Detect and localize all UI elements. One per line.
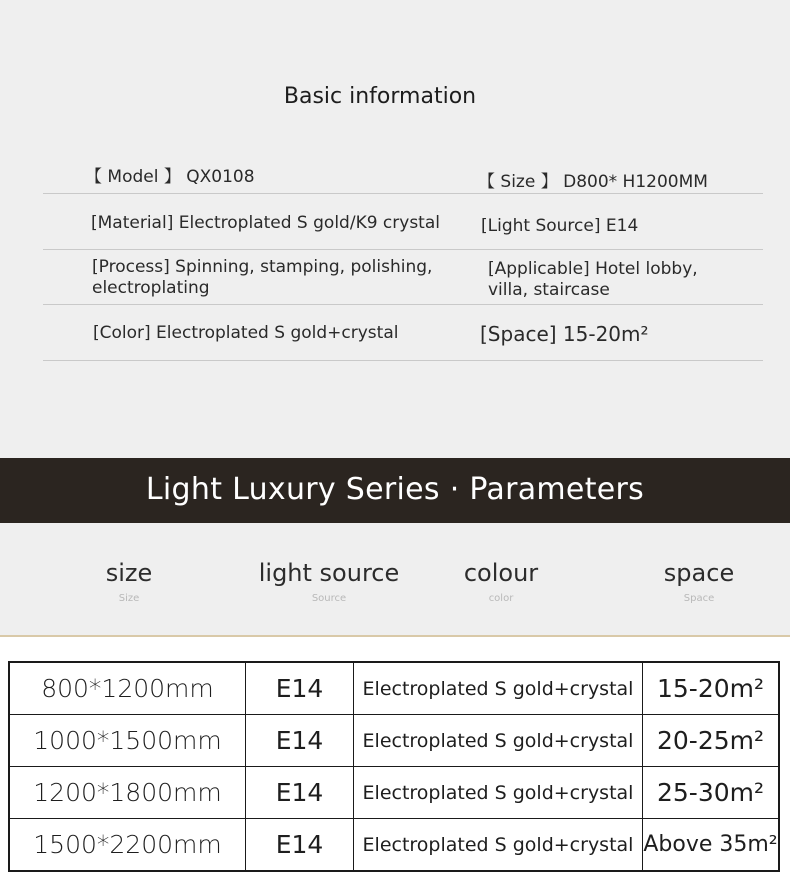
series-banner [0, 458, 790, 523]
space-text: [Space] 15-20m² [480, 322, 649, 346]
color-text: [Color] Electroplated S gold+crystal [93, 323, 399, 343]
param-size-label: size [105, 559, 153, 587]
param-light-source [239, 559, 419, 604]
space-cell: 15-20m² [643, 662, 780, 715]
table-row [9, 819, 779, 872]
material-text: [Material] Electroplated S gold/K9 crystal [91, 213, 440, 233]
table-row [9, 662, 779, 715]
space-cell: Above 35m² [643, 819, 780, 872]
param-colour-label: colour [463, 559, 539, 587]
spec-row-color [43, 304, 763, 361]
parameter-table-area [0, 637, 790, 885]
light-source-text: [Light Source] E14 [481, 216, 639, 236]
basic-information-title: Basic information [283, 84, 477, 109]
colour-cell: Electroplated S gold+crystal [354, 715, 643, 767]
size-cell: 1200*1800mm [9, 767, 246, 819]
model-text: 【 Model 】 QX0108 [85, 167, 255, 187]
param-colour-sub: color [488, 593, 514, 604]
colour-cell: Electroplated S gold+crystal [354, 819, 643, 872]
size-cell: 1000*1500mm [9, 715, 246, 767]
source-cell: E14 [246, 662, 354, 715]
param-size-sub: Size [118, 593, 140, 604]
param-colour [411, 559, 591, 604]
source-cell: E14 [246, 767, 354, 819]
colour-cell: Electroplated S gold+crystal [354, 767, 643, 819]
spec-row-material [43, 193, 763, 250]
param-light-source-label: light source [258, 559, 400, 587]
source-cell: E14 [246, 819, 354, 872]
spec-row-model [43, 160, 763, 194]
param-light-source-sub: Source [311, 593, 347, 604]
space-cell: 20-25m² [643, 715, 780, 767]
table-row [9, 767, 779, 819]
applicable-text: [Applicable] Hotel lobby, villa, staircase [488, 259, 698, 300]
param-size [39, 559, 219, 604]
size-cell: 1500*2200mm [9, 819, 246, 872]
process-text: [Process] Spinning, stamping, polishing, electroplating [92, 257, 433, 298]
parameter-table [8, 661, 780, 872]
source-cell: E14 [246, 715, 354, 767]
parameter-headings [0, 523, 790, 637]
size-text: 【 Size 】 D800* H1200MM [478, 172, 708, 192]
banner-title: Light Luxury Series · Parameters [145, 472, 645, 507]
param-space [609, 559, 789, 604]
param-space-sub: Space [683, 593, 715, 604]
space-cell: 25-30m² [643, 767, 780, 819]
table-row [9, 715, 779, 767]
spec-row-process [43, 249, 763, 305]
colour-cell: Electroplated S gold+crystal [354, 662, 643, 715]
size-cell: 800*1200mm [9, 662, 246, 715]
param-space-label: space [663, 559, 735, 587]
